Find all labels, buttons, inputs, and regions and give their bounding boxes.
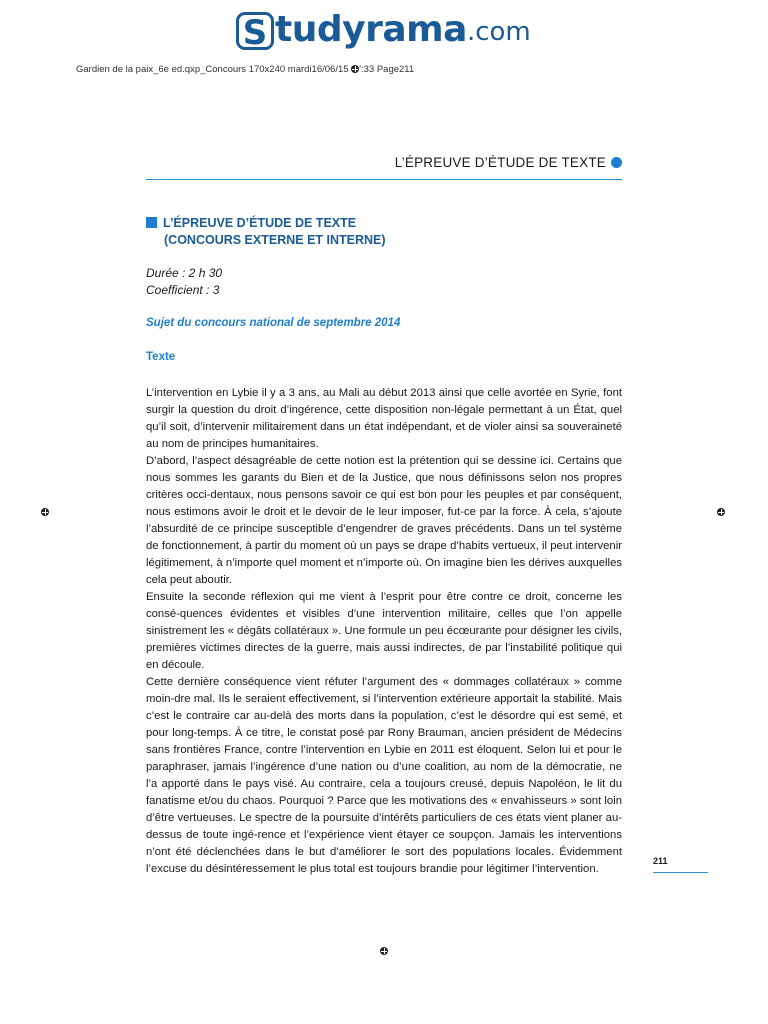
text-body — [146, 385, 622, 878]
duration: Durée : 2 h 30 — [146, 266, 223, 280]
registration-mark-icon — [351, 65, 359, 73]
registration-mark-icon — [380, 947, 388, 955]
paragraph: D’abord, l’aspect désagréable de cette notion est la prétention qui se dessine ici. Certains que nous sommes les garants du Bien et de la Justice, que nous définissons selon nos propres critères occi-dentaux, nous pensons savoir ce qui est bon pour les peuples et par conséquent, nous estimons avoir le droit et le devoir de le leur imposer, fut-ce par la force. À cela, s’ajoute l’absurdité de ce principe susceptible d’engendrer de graves précédents. Dans un tel système de fonctionnement, à partir du moment où un pays se drape d’habits vertueux, il peut intervenir légitimement, à n’importe quel moment et n’importe où. On imagine bien les dérives auxquelles cela peut aboutir. — [146, 455, 622, 586]
header-rule — [146, 179, 622, 180]
section-title-line1: L’ÉPREUVE D’ÉTUDE DE TEXTE — [163, 216, 357, 230]
bullet-dot-icon — [611, 157, 622, 168]
paragraph: Cette dernière conséquence vient réfuter l’argument des « dommages collatéraux » comme moin-dre mal. Ils le seraient effectivement, si l’intervention extérieure apportait la stabilité. Mais c’est le contraire car au-delà des morts dans la population, c’est le désordre qui est semé, et pour long-temps. À ce titre, le constat posé par Rony Brauman, ancien président de Médecins sans frontières France, contre l’intervention en Lybie en 2011 est éloquent. Selon lui et pour le paraphraser, jamais l’ingérence d’une nation ou d’une coalition, au nom de la démocratie, ne l’a apporté dans le pays visé. Au contraire, cela a toujours creusé, depuis Napoléon, le lit du fanatisme et/ou du chaos. Pourquoi ? Parce que les motivations des « envahisseurs » sont loin d’être vertueuses. Le spectre de la poursuite d’intérêts particuliers de ces états vient planer au-dessus de toute ingé-rence et l’expérience vient étayer ce soupçon. Jamais les interventions n’ont été déclenchées dans le but d’améliorer le sort des populations locales. Évidemment l’excuse du désintéressement le plus total est toujours brandie pour légitimer l’intervention. — [146, 676, 622, 875]
section-title — [146, 215, 626, 248]
square-bullet-icon — [146, 217, 157, 228]
logo-word: tudyrama — [275, 9, 467, 50]
page-number: 211 — [653, 856, 668, 866]
paragraph: L’intervention en Lybie il y a 3 ans, au Mali au début 2013 ainsi que celle avortée en Syrie, font surgir la question du droit d’ingérence, cette disposition non-légale permettant à un État, quel qu’il soit, d’intervenir militairement dans un état indépendant, et de violer ainsi sa souveraineté au nom de principes humanitaires. — [146, 387, 622, 450]
exam-meta — [146, 265, 222, 299]
logo-domain: .com — [466, 17, 531, 47]
footer-rule — [653, 872, 708, 873]
slug-text-after: ':33 Page211 — [359, 64, 415, 75]
slug-text-before: Gardien de la paix_6e ed.qxp_Concours 170x240 mardi16/06/15 — [76, 64, 352, 75]
registration-mark-icon — [717, 508, 725, 516]
texte-label: Texte — [146, 351, 176, 363]
section-title-line2: (CONCOURS EXTERNE ET INTERNE) — [164, 232, 386, 247]
subject-heading: Sujet du concours national de septembre 2014 — [146, 317, 401, 329]
running-header — [395, 155, 622, 170]
registration-mark-icon — [41, 508, 49, 516]
paragraph: Ensuite la seconde réflexion qui me vient à l’esprit pour être contre ce droit, concerne les consé-quences évidentes et visibles d’une intervention militaire, celles que l’on appelle sinistrement les « dégâts collatéraux ». Une formule un peu écœurante pour désigner les civils, premières victimes directes de la guerre, mais aussi indirectes, de par l’instabilité politique qui en découle. — [146, 591, 622, 671]
studyrama-logo[interactable] — [236, 6, 531, 53]
coefficient: Coefficient : 3 — [146, 283, 220, 297]
logo-letter: S — [236, 12, 274, 50]
print-slug-line — [76, 64, 414, 75]
running-header-label: L’ÉPREUVE D’ÉTUDE DE TEXTE — [394, 155, 606, 170]
